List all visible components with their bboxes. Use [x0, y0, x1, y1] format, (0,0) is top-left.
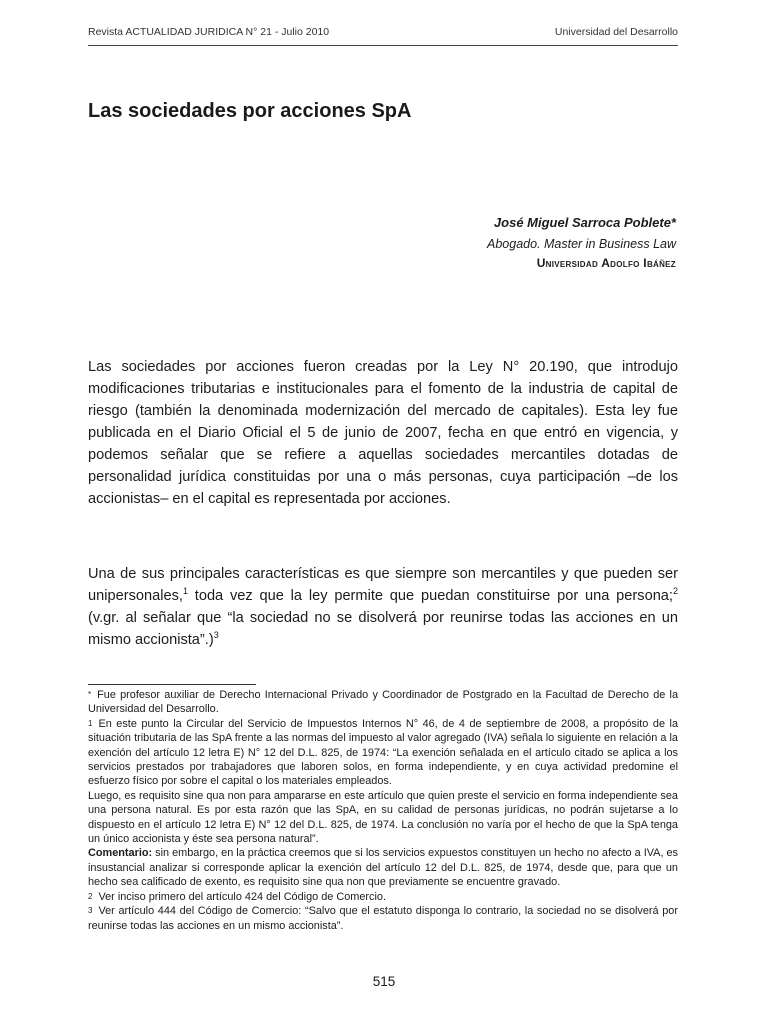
footnote-1 [88, 717, 678, 789]
paragraph-1: Las sociedades por acciones fueron creadas por la Ley N° 20.190, que introdujo modificaciones tributarias e institucionales para el fomento de la industria de capital de riesgo (también la denominada modernización del mercado de capitales). Esta ley fue publicada en el Diario Oficial el 5 de junio de 2007, fecha en que entró en vigencia, y podemos señalar que se refiere a aquellas sociedades mercantiles dotadas de personalidad jurídica constituidas por una o más personas, cuya participación –de los accionistas– en el capital es representada por acciones. [88, 359, 678, 507]
footnotes [88, 688, 678, 933]
paragraph-2 [88, 563, 678, 651]
paragraph-2-part-b: toda vez que la ley permite que puedan constituirse por una persona; [187, 588, 673, 604]
journal-name: Revista ACTUALIDAD JURIDICA N° 21 - Julio 2010 [88, 26, 330, 38]
footnote-3-text: Ver artículo 444 del Código de Comercio: “Salvo que el estatuto disponga lo contrario, la sociedad no se disolverá por reunirse todas las acciones en un mismo accionista”. [88, 905, 678, 932]
footnote-1-continued: Luego, es requisito sine qua non para ampararse en este artículo que quien preste el servicio en forma independiente sea una persona natural. Es por esta razón que las SpA, en su calidad de personas jurídicas, no podrán sujetarse a lo dispuesto en el artículo 12 letra E) N° 12 del D.L. 825, de 1974. La conclusión no varía por el hecho de que la SpA tenga un único accionista y éste sea persona natural”. [88, 789, 678, 846]
footnote-3 [88, 904, 678, 933]
footnote-rule [88, 684, 256, 685]
footnote-2-mark: 2 [88, 891, 93, 901]
paragraph-2-part-a: Una de sus principales características es que siempre son mercantiles y que pueden ser unipersonales, [88, 566, 678, 604]
institution-name: Universidad del Desarrollo [554, 26, 678, 38]
author-block [487, 215, 676, 270]
comment-label: Comentario: [88, 847, 153, 860]
author-name: José Miguel Sarroca Poblete* [493, 215, 676, 230]
author-affiliation: Universidad Adolfo Ibáñez [536, 256, 676, 270]
article-title: Las sociedades por acciones SpA [88, 100, 412, 122]
footnote-ref-2: 2 [672, 586, 678, 597]
footnote-star-text: Fue profesor auxiliar de Derecho Internacional Privado y Coordinador de Postgrado en la Facultad de Derecho de la Universidad del Desarrollo. [88, 689, 678, 716]
footnote-3-mark: 3 [88, 906, 93, 916]
footnote-ref-3: 3 [213, 630, 219, 641]
page-number: 515 [372, 974, 396, 989]
footnote-1-mark: 1 [88, 718, 93, 728]
paragraph-2-part-c: (v.gr. al señalar que “la sociedad no se disolverá por reunirse todas las acciones en un mismo accionista”.) [88, 610, 678, 648]
footnote-2 [88, 890, 678, 904]
footnote-2-text: Ver inciso primero del artículo 424 del Código de Comercio. [98, 890, 386, 903]
footnote-1-comment [88, 846, 678, 889]
footnote-ref-1: 1 [182, 586, 188, 597]
header-rule [88, 45, 678, 46]
footnote-1-text: En este punto la Circular del Servicio de Impuestos Internos N° 46, de 4 de septiembre de 2008, a propósito de la situación tributaria de las SpA frente a las normas del impuesto al valor agregado (IVA) señala lo siguiente en relación a la exención del artículo 12 letra E) N° 12 del D.L. 825, de 1974: “La exención señalada en el artículo citado se aplica a los servicios prestados por trabajadores que laboren solos, en forma independiente, y en cuya actividad predomine el esfuerzo físico por sobre el capital o los materiales empleados. [88, 717, 678, 788]
footnote-star [88, 688, 678, 717]
running-header [88, 26, 678, 38]
author-role: Abogado. Master in Business Law [487, 237, 676, 251]
footnote-star-mark: * [88, 690, 92, 699]
comment-text: sin embargo, en la práctica creemos que si los servicios expuestos constituyen un hecho no afecto a IVA, es insustancial analizar si corresponde aplicar la exención del artículo 12 del D.L. 825, de 1974, desde que, para que un hecho sea calificado de exento, es requisito sine qua non que previamente se encuentre gravado. [88, 847, 678, 889]
